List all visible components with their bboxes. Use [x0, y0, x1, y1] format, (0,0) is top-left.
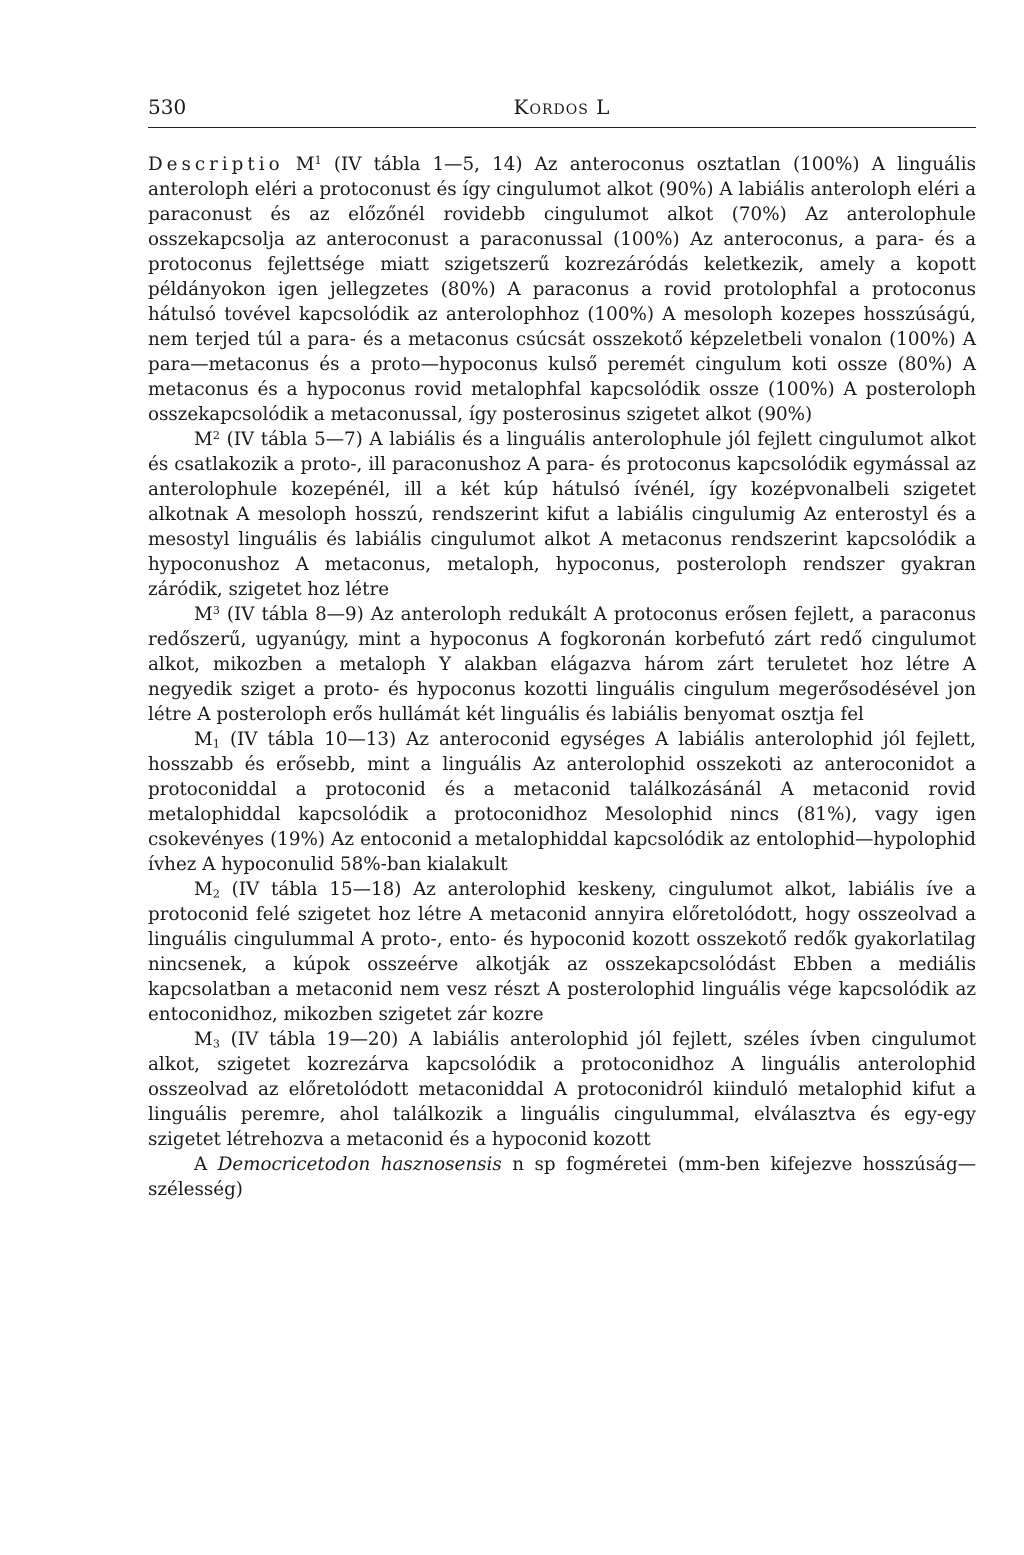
tooth-subscript: 2 — [212, 886, 220, 901]
paragraph-text: n sp fogméretei (mm-ben kifejezve hosszúság—szélesség) — [148, 1154, 976, 1200]
tooth-superscript: 2 — [212, 427, 220, 442]
tooth-superscript: 3 — [212, 602, 220, 617]
page — [148, 0, 976, 1555]
page-number: 530 — [148, 95, 187, 119]
tooth-label: M — [194, 604, 213, 625]
paragraph-text: (IV tábla 10—13) Az anteroconid egységes A labiális anterolophid jól fejlett, hosszabb és erősebb, mint a linguális Az anterolophid osszekoti az anteroconidot a protoconiddal a protoconid és a metaconid találkozásánál A metaconid rovid metalophiddal kapcsolódik a protoconidhoz Mesolophid nincs (81%), vagy igen csokevényes (19%) Az entoconid a metalophiddal kapcsolódik az entolophid—hypolophid ívhez A hypoconulid 58%-ban kialakult — [148, 729, 976, 875]
tooth-label: M — [295, 154, 315, 175]
tooth-subscript: 3 — [212, 1036, 220, 1051]
tooth-label: M — [194, 879, 213, 900]
paragraph-text: (IV tábla 15—18) Az anterolophid keskeny, cingulumot alkot, labiális íve a protoconid felé szigetet hoz létre A metaconid annyira előretolódott, hogy osszeolvad a linguális cingulummal A proto-, ento- és hypoconid kozott osszekotő redők gyakorlatilag nincsenek, a kúpok osszeérve alkotják az osszekapcsolódást Ebben a mediális kapcsolatban a metaconid nem vesz részt A posterolophid linguális vége kapcsolódik az entoconidhoz, mikozben szigetet zár kozre — [148, 879, 976, 1025]
paragraph-lower-m1 — [148, 727, 976, 877]
paragraph-text: (IV tábla 5—7) A labiális és a linguális anterolophule jól fejlett cingulumot alkot és csatlakozik a proto-, ill paraconushoz A para- és protoconus kapcsolódik egymással az anterolophule kozepénél, ill a két kúp hátulsó ívénél, így kozépvonalbeli szigetet alkotnak A mesoloph hosszú, rendszerint kifut a labiális cingulumig Az enterostyl és a mesostyl linguális és labiális cingulumot alkot A metaconus rendszerint kapcsolódik a hypoconushoz A metaconus, metaloph, hypoconus, posteroloph rendszer gyakran záródik, szigetet hoz létre — [148, 429, 976, 600]
descriptio-label: Descriptio — [148, 154, 284, 175]
running-head — [148, 95, 976, 128]
tooth-subscript: 1 — [212, 736, 220, 751]
paragraph-text: (IV tábla 19—20) A labiális anterolophid jól fejlett, széles ívben cingulumot alkot, szigetet kozrezárva kapcsolódik a protoconidhoz A linguális anterolophid osszeolvad az előretolódott metaconiddal A protoconidról kiinduló metalophid kifut a linguális peremre, ahol találkozik a linguális cingulummal, elválasztva és egy-egy szigetet létrehozva a metaconid és a hypoconid kozott — [148, 1029, 976, 1150]
tooth-superscript: 1 — [314, 152, 322, 167]
tooth-label: M — [194, 729, 213, 750]
paragraph-lower-m3 — [148, 1027, 976, 1152]
paragraph-prefix: A — [194, 1154, 218, 1175]
paragraph-lower-m2 — [148, 877, 976, 1027]
paragraph-text: (IV tábla 1—5, 14) Az anteroconus osztatlan (100%) A linguális anteroloph eléri a protoconust és így cingulumot alkot (90%) A labiális anteroloph eléri a paraconust és az előzőnél rovidebb cingulumot alkot (70%) Az anterolophule osszekapcsolja az anteroconust a paraconussal (100%) Az anteroconus, a para- és a protoconus fejlettsége miatt szigetszerű kozrezáródás keletkezik, amely a kopott példányokon igen jellegzetes (80%) A paraconus a rovid protolophfal a protoconus hátulsó tovével kapcsolódik az anterolophhoz (100%) A mesoloph kozepes hosszúságú, nem terjed túl a para- és a metaconus csúcsát osszekotő képzeletbeli vonalon (100%) A para—metaconus és a proto—hypoconus kulső peremét cingulum koti ossze (80%) A metaconus és a hypoconus rovid metalophfal kapcsolódik ossze (100%) A posteroloph osszekapcsolódik a metaconussal, így posterosinus szigetet alkot (90%) — [148, 154, 977, 425]
running-head-author: Kordos L — [513, 95, 611, 119]
paragraph-text: (IV tábla 8—9) Az anteroloph redukált A protoconus erősen fejlett, a paraconus redőszerű, ugyanúgy, mint a hypoconus A fogkoronán korbefutó zárt redő cingulumot alkot, mikozben a metaloph Y alakban elágazva három zárt teruletet hoz létre A negyedik sziget a proto- és hypoconus kozotti linguális cingulum megerősodésével jon létre A posteroloph erős hullámát két linguális és labiális benyomat osztja fel — [148, 604, 976, 725]
paragraph-measurements-intro — [148, 1152, 976, 1202]
paragraph-m3 — [148, 602, 976, 727]
taxon-name: Democricetodon hasznosensis — [217, 1154, 502, 1175]
body-text — [148, 152, 976, 1202]
tooth-label: M — [194, 429, 213, 450]
tooth-label: M — [194, 1029, 213, 1050]
paragraph-m1 — [148, 152, 976, 427]
paragraph-m2 — [148, 427, 976, 602]
